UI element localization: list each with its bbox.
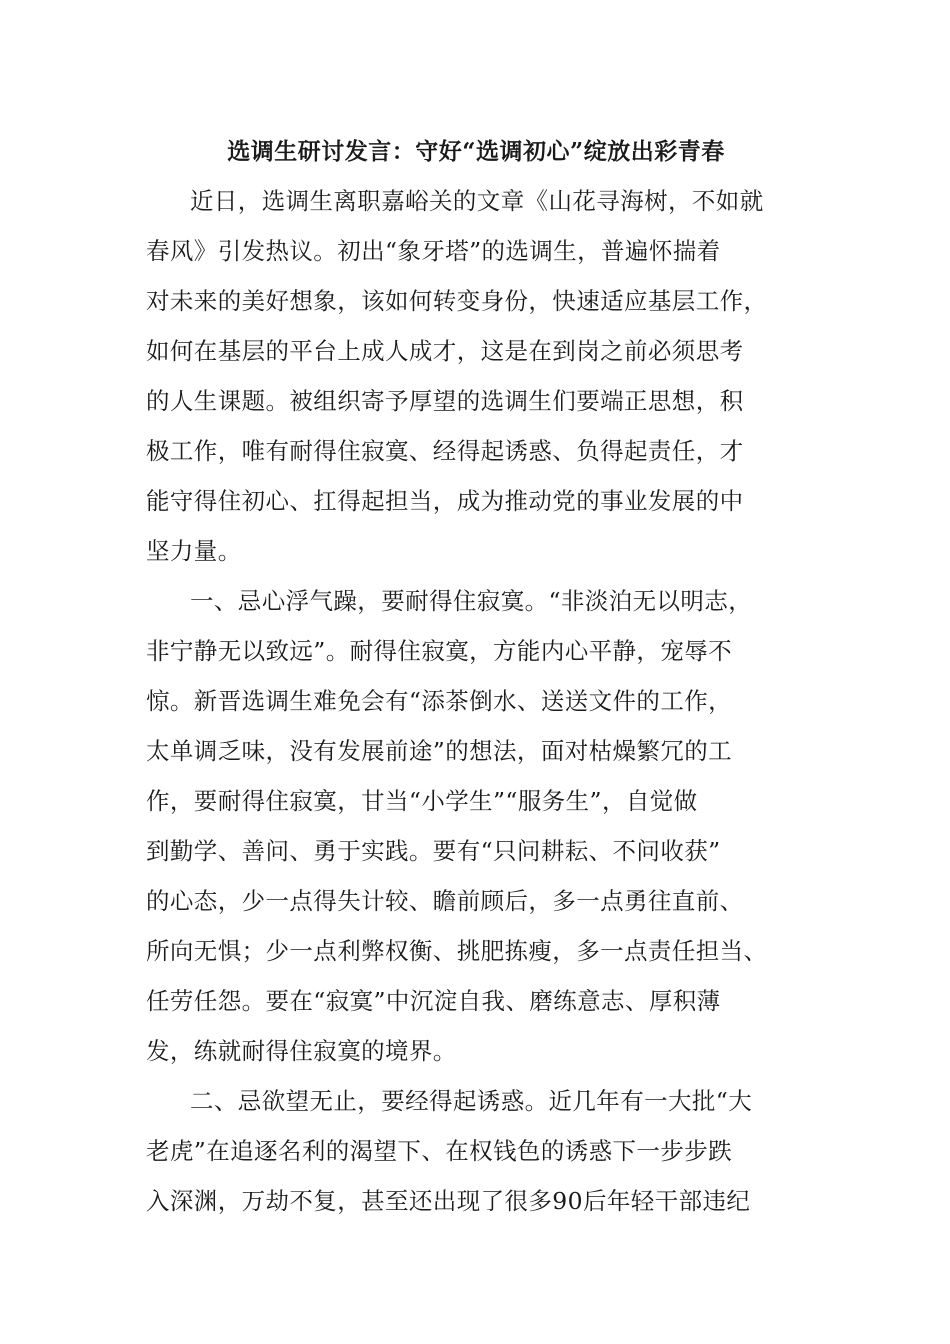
text-line: 所向无惧；少一点利弊权衡、挑肥拣瘦，多一点责任担当、 [146, 937, 768, 965]
text-line: 二、忌欲望无止，要经得起诱惑。近几年有一大批“大 [190, 1087, 753, 1115]
text-line: 非宁静无以致远”。耐得住寂寞，方能内心平静，宠辱不 [146, 637, 733, 665]
text-line: 极工作，唯有耐得住寂寞、经得起诱惑、负得起责任，才 [146, 437, 744, 465]
text-line: 的心态，少一点得失计较、瞻前顾后，多一点勇往直前、 [146, 887, 744, 915]
document-title: 选调生研讨发言：守好“选调初心”绽放出彩青春 [227, 138, 725, 165]
text-line: 入深渊，万劫不复，甚至还出现了很多90后年轻干部违纪 [146, 1187, 751, 1215]
text-line: 惊。新晋选调生难免会有“添茶倒水、送送文件的工作， [146, 687, 733, 715]
document-body [146, 176, 806, 1226]
text-line: 太单调乏味，没有发展前途”的想法，面对枯燥繁冗的工 [146, 737, 733, 765]
text-line: 作，要耐得住寂寞，甘当“小学生”“服务生”，自觉做 [146, 787, 698, 815]
text-line: 的人生课题。被组织寄予厚望的选调生们要端正思想，积 [146, 387, 744, 415]
text-line: 能守得住初心、扛得起担当，成为推动党的事业发展的中 [146, 487, 744, 515]
text-line: 春风》引发热议。初出“象牙塔”的选调生，普遍怀揣着 [146, 237, 721, 265]
paragraph-section-two [146, 1076, 806, 1226]
paragraph-intro [146, 176, 806, 576]
text-line: 任劳任怨。要在“寂寞”中沉淀自我、磨练意志、厚积薄 [146, 987, 721, 1015]
text-line: 发，练就耐得住寂寞的境界。 [146, 1037, 457, 1065]
text-line: 对未来的美好想象，该如何转变身份，快速适应基层工作， [146, 287, 768, 315]
text-line: 一、忌心浮气躁，要耐得住寂寞。“非淡泊无以明志， [190, 587, 753, 615]
text-line: 老虎”在追逐名利的渴望下、在权钱色的诱惑下一步步跌 [146, 1137, 733, 1165]
text-line: 近日，选调生离职嘉峪关的文章《山花寻海树，不如就 [190, 187, 764, 215]
paragraph-section-one [146, 576, 806, 1076]
text-line: 如何在基层的平台上成人成才，这是在到岗之前必须思考 [146, 337, 744, 365]
text-line: 到勤学、善问、勇于实践。要有“只问耕耘、不问收获” [146, 837, 721, 865]
text-line: 坚力量。 [146, 537, 242, 565]
